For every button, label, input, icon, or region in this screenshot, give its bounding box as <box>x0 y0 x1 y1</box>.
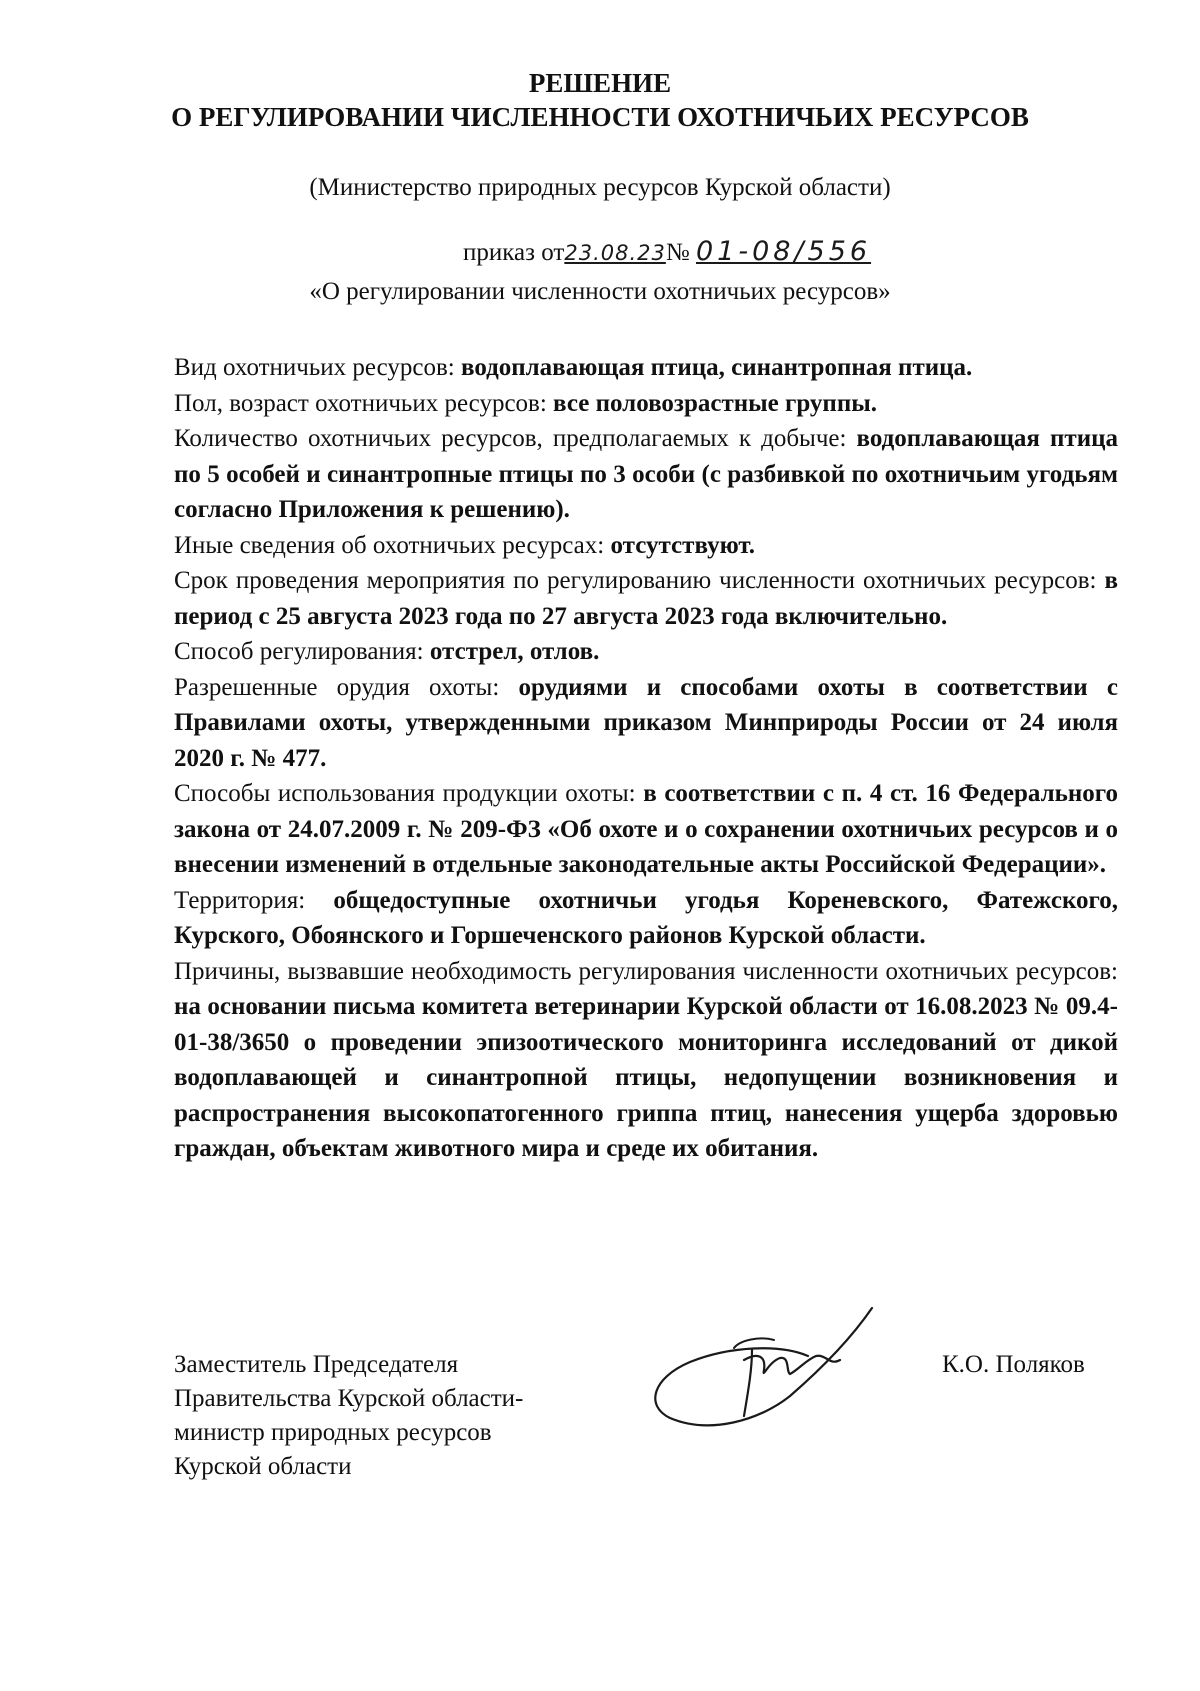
territory-label: Территория: <box>174 886 334 914</box>
item-usage <box>174 776 1118 883</box>
other-label: Иные сведения об охотничьих ресурсах: <box>174 531 611 559</box>
order-line <box>463 236 871 269</box>
title-line-1: РЕШЕНИЕ <box>528 68 672 98</box>
decision-body <box>174 350 1118 1167</box>
sex-age-value: все половозрастные группы. <box>553 389 878 417</box>
species-value: водоплавающая птица, синантропная птица. <box>461 354 973 381</box>
order-name: «О регулировании численности охотничьих ресурсов» <box>309 278 891 305</box>
item-sex-age <box>174 386 1118 422</box>
item-other <box>174 528 1118 564</box>
order-prefix: приказ от <box>463 239 565 266</box>
tools-label: Разрешенные орудия охоты: <box>174 673 519 701</box>
reasons-label: Причины, вызвавшие необходимость регулирования численности охотничьих ресурсов: <box>174 957 1118 985</box>
item-method <box>174 634 1118 670</box>
item-territory <box>174 883 1118 954</box>
position-line-3: министр природных ресурсов <box>174 1419 492 1446</box>
tools-value: орудиями и способами охоты в соответствии с Правилами охоты, утвержденными приказом Минприроды России от 24 июля 2020 г. № 477. <box>174 673 1118 772</box>
document-title <box>0 66 1200 134</box>
position-line-1: Заместитель Председателя <box>174 1351 459 1378</box>
territory-value: общедоступные охотничьи угодья Кореневского, Фатежского, Курского, Обоянского и Горшеченского районов Курской области. <box>174 886 1118 949</box>
item-species <box>174 350 1118 386</box>
item-reasons <box>174 954 1118 1167</box>
quantity-label: Количество охотничьих ресурсов, предполагаемых к добыче: <box>174 425 857 452</box>
usage-value: в соответствии с п. 4 ст. 16 Федерального закона от 24.07.2009 г. № 209-ФЗ «Об охоте и о сохранении охотничьих ресурсов и о внесении изменений в отдельные законодательные акты Российской Федерации». <box>174 780 1119 878</box>
usage-label: Способы использования продукции охоты: <box>174 780 644 807</box>
order-number: 01-08/556 <box>695 236 872 267</box>
method-label: Способ регулирования: <box>174 638 430 665</box>
method-value: отстрел, отлов. <box>429 638 600 665</box>
ministry-name: (Министерство природных ресурсов Курской области) <box>309 174 891 201</box>
handwritten-signature <box>640 1300 910 1440</box>
title-line-2: О РЕГУЛИРОВАНИИ ЧИСЛЕННОСТИ ОХОТНИЧЬИХ РЕСУРСОВ <box>171 102 1029 132</box>
sex-age-label: Пол, возраст охотничьих ресурсов: <box>174 389 554 417</box>
item-quantity <box>174 421 1118 528</box>
order-date: 23.08.23 <box>564 241 666 265</box>
signer-name: К.О. Поляков <box>942 1351 1085 1378</box>
species-label: Вид охотничьих ресурсов: <box>174 354 461 381</box>
item-tools <box>174 670 1118 777</box>
item-period <box>174 563 1118 634</box>
reasons-value: на основании письма комитета ветеринарии Курской области от 16.08.2023 № 09.4-01-38/3650 о проведении эпизоотического мониторинга исследований от дикой водоплавающей и синантропной птицы, недопущении возникновения и распространения высокопатогенного гриппа птиц, нанесения ущерба здоровью граждан, объектам животного мира и среде их обитания. <box>174 993 1118 1162</box>
period-value: в период с 25 августа 2023 года по 27 августа 2023 года включительно. <box>174 567 1118 630</box>
quantity-value: водоплавающая птица по 5 особей и синантропные птицы по 3 особи (с разбивкой по охотничьим угодьям согласно Приложения к решению). <box>174 425 1118 523</box>
other-value: отсутствуют. <box>610 531 756 559</box>
position-line-4: Курской области <box>174 1453 352 1480</box>
signatory-position <box>174 1348 523 1484</box>
period-label: Срок проведения мероприятия по регулированию численности охотничьих ресурсов: <box>174 567 1105 594</box>
position-line-2: Правительства Курской области- <box>174 1385 524 1412</box>
order-number-sign: № <box>665 239 690 266</box>
